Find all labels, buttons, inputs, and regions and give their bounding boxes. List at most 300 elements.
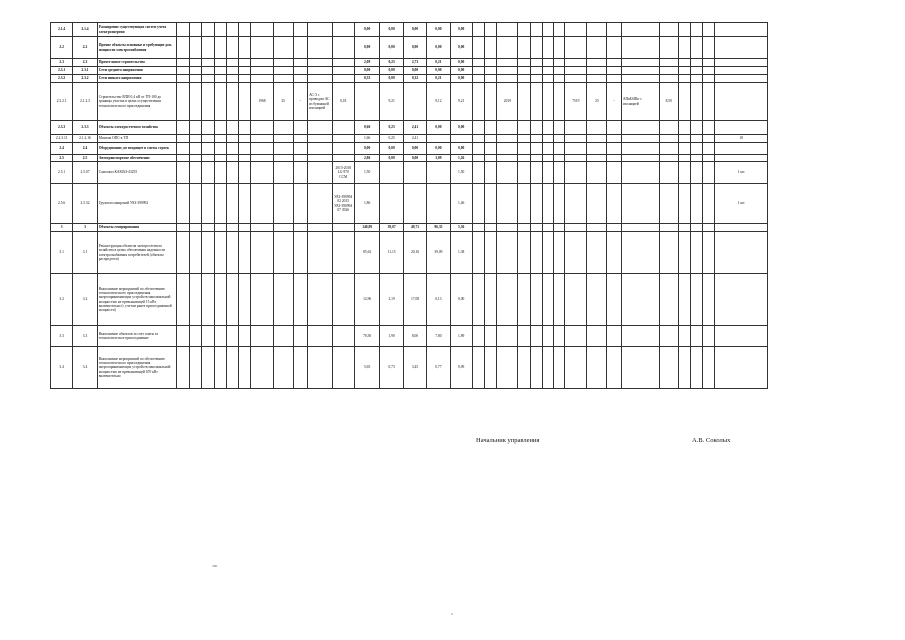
- table-cell: [251, 23, 273, 37]
- table-cell: [497, 59, 518, 67]
- table-cell: [554, 232, 565, 274]
- table-cell: [190, 274, 202, 326]
- table-cell: 0,33: [354, 75, 380, 83]
- table-cell: [659, 67, 678, 75]
- table-cell: [703, 59, 715, 67]
- table-cell: [565, 232, 587, 274]
- table-cell: [239, 75, 251, 83]
- table-cell: [293, 232, 307, 274]
- table-cell: [554, 224, 565, 232]
- table-cell: [703, 135, 715, 143]
- table-cell: [587, 75, 607, 83]
- table-cell: [607, 23, 621, 37]
- table-cell: 0,00: [380, 143, 403, 155]
- table-row: [51, 83, 768, 121]
- table-cell: [176, 75, 189, 83]
- table-cell: [485, 75, 497, 83]
- table-cell: [497, 155, 518, 162]
- table-cell: 2.4: [51, 143, 73, 155]
- table-cell: [485, 347, 497, 389]
- table-row: [51, 67, 768, 75]
- table-cell: [690, 121, 702, 135]
- table-cell: [176, 232, 189, 274]
- table-cell: 2,19: [380, 274, 403, 326]
- table-cell: [239, 59, 251, 67]
- table-cell: 2.3.1: [73, 67, 97, 75]
- table-cell: [678, 23, 690, 37]
- table-cell: [542, 23, 553, 37]
- table-cell: [485, 326, 497, 347]
- table-cell: [273, 347, 293, 389]
- table-cell: [472, 155, 484, 162]
- table-cell: [293, 155, 307, 162]
- table-cell: [659, 162, 678, 184]
- table-cell: [587, 274, 607, 326]
- table-cell: [518, 224, 530, 232]
- table-cell: [715, 59, 768, 67]
- table-cell: [190, 347, 202, 389]
- table-cell: [518, 162, 530, 184]
- table-cell: [485, 274, 497, 326]
- table-cell: [565, 23, 587, 37]
- table-cell: [659, 121, 678, 135]
- table-cell: [472, 224, 484, 232]
- table-cell: 1,86: [354, 184, 380, 224]
- table-cell: [190, 59, 202, 67]
- table-cell: [659, 155, 678, 162]
- table-cell: Объекты генерирования: [97, 224, 176, 232]
- table-cell: 7519: [565, 83, 587, 121]
- table-cell: [251, 184, 273, 224]
- table-cell: Монтаж ОПС в ТП: [97, 135, 176, 143]
- table-cell: [565, 347, 587, 389]
- table-cell: [485, 155, 497, 162]
- table-cell: [678, 347, 690, 389]
- table-cell: [678, 326, 690, 347]
- table-cell: [380, 162, 403, 184]
- table-cell: Объекты электросетевого хозяйства: [97, 121, 176, 135]
- table-cell: [226, 143, 238, 155]
- table-cell: [607, 347, 621, 389]
- table-cell: [472, 274, 484, 326]
- table-cell: [621, 67, 659, 75]
- table-cell: [659, 274, 678, 326]
- table-cell: [678, 67, 690, 75]
- table-cell: [554, 121, 565, 135]
- table-cell: 8,00: [403, 326, 426, 347]
- table-cell: 0,21: [427, 59, 450, 67]
- table-cell: [226, 224, 238, 232]
- table-cell: [251, 75, 273, 83]
- table-cell: [703, 75, 715, 83]
- table-cell: 0,00: [403, 155, 426, 162]
- table-cell: [690, 232, 702, 274]
- table-cell: [621, 75, 659, 83]
- table-cell: Расширение существующих систем учета электроэнергии: [97, 23, 176, 37]
- table-cell: [530, 23, 542, 37]
- table-cell: [332, 23, 354, 37]
- table-cell: 85,63: [354, 232, 380, 274]
- table-cell: [518, 155, 530, 162]
- table-cell: 2019: [497, 83, 518, 121]
- table-cell: [542, 67, 553, 75]
- table-cell: [273, 162, 293, 184]
- table-cell: [251, 232, 273, 274]
- table-cell: [472, 135, 484, 143]
- table-cell: 0,00: [450, 23, 472, 37]
- table-cell: [554, 143, 565, 155]
- table-cell: [715, 37, 768, 59]
- table-cell: [621, 155, 659, 162]
- table-cell: [273, 274, 293, 326]
- table-cell: [542, 143, 553, 155]
- table-cell: Выполнение объектов за счет платы за технологическое присоединение: [97, 326, 176, 347]
- table-cell: [308, 75, 332, 83]
- table-cell: [214, 274, 226, 326]
- table-cell: [214, 162, 226, 184]
- table-cell: [518, 23, 530, 37]
- table-cell: 0,00: [427, 67, 450, 75]
- table-cell: [530, 326, 542, 347]
- table-cell: [587, 59, 607, 67]
- table-cell: [485, 143, 497, 155]
- table-cell: [554, 347, 565, 389]
- table-cell: [518, 347, 530, 389]
- table-cell: [565, 37, 587, 59]
- table-cell: [332, 143, 354, 155]
- table-cell: [659, 135, 678, 143]
- table-cell: [202, 155, 214, 162]
- table-cell: [226, 37, 238, 59]
- table-cell: 0,00: [380, 75, 403, 83]
- table-cell: 0,00: [427, 37, 450, 59]
- table-cell: Реконструкция объектов электросетевого хозяйства в целях обеспечения надежности электроснабжения потребителей (объекты распредсети): [97, 232, 176, 274]
- table-cell: [214, 37, 226, 59]
- table-cell: 2.4: [73, 143, 97, 155]
- table-cell: 0,00: [427, 143, 450, 155]
- table-cell: 1,90: [380, 326, 403, 347]
- table-cell: [690, 67, 702, 75]
- table-cell: 0,00: [354, 67, 380, 75]
- table-cell: [678, 59, 690, 67]
- table-cell: [226, 326, 238, 347]
- signature-position: Начальник управления: [476, 437, 540, 444]
- table-row: [51, 162, 768, 184]
- table-cell: [472, 83, 484, 121]
- table-row: [51, 23, 768, 37]
- investment-table: [50, 22, 768, 389]
- table-cell: [715, 232, 768, 274]
- table-cell: Автотранспортное обеспечение: [97, 155, 176, 162]
- table-cell: 2.5: [51, 155, 73, 162]
- table-cell: [251, 326, 273, 347]
- table-cell: [607, 326, 621, 347]
- table-cell: [678, 143, 690, 155]
- table-cell: [293, 37, 307, 59]
- table-cell: Выполнение мероприятий по обеспечению технологического присоединения энергопринимающих устройств максимальной мощностью не превышающей 670 кВт включительно: [97, 347, 176, 389]
- table-cell: [176, 155, 189, 162]
- table-cell: [202, 184, 214, 224]
- table-cell: [293, 347, 307, 389]
- table-cell: [239, 326, 251, 347]
- table-cell: [497, 121, 518, 135]
- table-cell: [678, 155, 690, 162]
- table-cell: [485, 232, 497, 274]
- table-cell: [690, 75, 702, 83]
- table-cell: [176, 59, 189, 67]
- table-cell: [690, 326, 702, 347]
- table-cell: [518, 83, 530, 121]
- table-cell: [202, 224, 214, 232]
- table-cell: 1,89: [450, 326, 472, 347]
- table-cell: [214, 121, 226, 135]
- table-cell: [403, 162, 426, 184]
- table-row: [51, 232, 768, 274]
- table-cell: 3: [51, 224, 73, 232]
- table-cell: [542, 135, 553, 143]
- table-cell: 3.3: [51, 326, 73, 347]
- table-cell: [354, 83, 380, 121]
- table-cell: 18: [715, 135, 768, 143]
- table-cell: [485, 83, 497, 121]
- table-cell: [565, 121, 587, 135]
- table-cell: 17,08: [403, 274, 426, 326]
- table-row: [51, 135, 768, 143]
- table-cell: 0,00: [450, 37, 472, 59]
- table-cell: 9,21: [450, 83, 472, 121]
- table-cell: [690, 59, 702, 67]
- table-cell: [703, 121, 715, 135]
- table-cell: [251, 347, 273, 389]
- table-cell: [607, 75, 621, 83]
- table-cell: [214, 347, 226, 389]
- table-cell: [607, 162, 621, 184]
- table-cell: [607, 59, 621, 67]
- table-cell: [485, 184, 497, 224]
- table-cell: [715, 274, 768, 326]
- table-cell: [530, 37, 542, 59]
- table-cell: [607, 184, 621, 224]
- table-cell: [308, 184, 332, 224]
- table-cell: [530, 83, 542, 121]
- table-cell: [659, 23, 678, 37]
- table-cell: [239, 143, 251, 155]
- table-cell: [202, 121, 214, 135]
- table-cell: [565, 184, 587, 224]
- table-cell: [565, 224, 587, 232]
- table-cell: [530, 155, 542, 162]
- table-cell: [485, 67, 497, 75]
- table-cell: [239, 347, 251, 389]
- table-cell: [678, 75, 690, 83]
- table-cell: [332, 274, 354, 326]
- table-cell: [530, 232, 542, 274]
- table-cell: [703, 162, 715, 184]
- table-cell: [587, 232, 607, 274]
- table-cell: [621, 121, 659, 135]
- table-cell: [202, 83, 214, 121]
- table-cell: [518, 121, 530, 135]
- table-cell: -: [293, 83, 307, 121]
- table-cell: [239, 184, 251, 224]
- table-cell: [273, 184, 293, 224]
- table-cell: [427, 162, 450, 184]
- table-cell: [308, 143, 332, 155]
- table-cell: 2.5.07: [73, 162, 97, 184]
- table-cell: [332, 59, 354, 67]
- table-cell: [621, 143, 659, 155]
- table-cell: [239, 121, 251, 135]
- table-cell: [308, 121, 332, 135]
- table-cell: Сети среднего напряжения: [97, 67, 176, 75]
- table-cell: [715, 347, 768, 389]
- table-cell: АПвБбШп с изоляцией: [621, 83, 659, 121]
- table-cell: [308, 23, 332, 37]
- table-cell: [518, 135, 530, 143]
- table-cell: [214, 135, 226, 143]
- table-cell: [202, 274, 214, 326]
- table-cell: [251, 224, 273, 232]
- table-cell: [251, 143, 273, 155]
- table-cell: [332, 75, 354, 83]
- table-cell: [214, 224, 226, 232]
- table-cell: 0,00: [450, 121, 472, 135]
- table-cell: 70,50: [354, 326, 380, 347]
- table-cell: [715, 23, 768, 37]
- table-cell: [542, 326, 553, 347]
- table-cell: 1968: [251, 83, 273, 121]
- table-cell: [518, 59, 530, 67]
- table-cell: 0,00: [403, 143, 426, 155]
- table-cell: [497, 143, 518, 155]
- table-cell: [554, 59, 565, 67]
- table-cell: 0,00: [380, 155, 403, 162]
- table-cell: [239, 23, 251, 37]
- table-cell: [485, 59, 497, 67]
- table-cell: [176, 67, 189, 75]
- table-cell: [202, 67, 214, 75]
- table-cell: [703, 155, 715, 162]
- table-cell: [587, 23, 607, 37]
- table-cell: [554, 75, 565, 83]
- table-cell: 1,46: [450, 184, 472, 224]
- table-cell: [226, 67, 238, 75]
- table-cell: 39,07: [380, 224, 403, 232]
- table-cell: [703, 83, 715, 121]
- table-cell: [239, 67, 251, 75]
- table-cell: [659, 232, 678, 274]
- table-cell: 2.3.2: [51, 75, 73, 83]
- table-cell: [497, 135, 518, 143]
- table-cell: [239, 135, 251, 143]
- table-cell: [332, 347, 354, 389]
- table-cell: [485, 23, 497, 37]
- table-cell: [554, 67, 565, 75]
- table-cell: [472, 59, 484, 67]
- table-cell: 2.5.6: [51, 184, 73, 224]
- table-cell: [308, 67, 332, 75]
- table-cell: [332, 155, 354, 162]
- table-cell: [518, 75, 530, 83]
- table-cell: [273, 121, 293, 135]
- table-cell: [176, 274, 189, 326]
- table-cell: 2.5.1: [51, 162, 73, 184]
- table-cell: 3.1: [73, 232, 97, 274]
- table-cell: [565, 143, 587, 155]
- table-cell: 0,00: [427, 121, 450, 135]
- table-cell: [176, 326, 189, 347]
- table-cell: 0,00: [354, 143, 380, 155]
- table-cell: 0,77: [427, 347, 450, 389]
- table-cell: [202, 162, 214, 184]
- table-cell: 0,66: [354, 121, 380, 135]
- table-cell: [190, 232, 202, 274]
- table-cell: [497, 37, 518, 59]
- table-cell: 1 шт: [715, 162, 768, 184]
- table-cell: Строительство ВЛИ 0,4 кВ от ТП-100 до границы участка в целях осуществления технологического присоединения: [97, 83, 176, 121]
- table-cell: [678, 232, 690, 274]
- table-cell: [690, 83, 702, 121]
- table-cell: [176, 121, 189, 135]
- table-cell: 0,25: [380, 59, 403, 67]
- table-cell: [518, 232, 530, 274]
- table-cell: [214, 67, 226, 75]
- table-cell: [542, 121, 553, 135]
- table-cell: [703, 224, 715, 232]
- table-cell: 3.2: [73, 274, 97, 326]
- table-cell: 2.1.4: [73, 23, 97, 37]
- table-cell: [273, 23, 293, 37]
- table-cell: [518, 274, 530, 326]
- table-cell: [190, 121, 202, 135]
- table-cell: 2.3.2.1: [51, 83, 73, 121]
- table-cell: [542, 162, 553, 184]
- table-cell: [659, 326, 678, 347]
- table-cell: 0,00: [354, 23, 380, 37]
- table-row: [51, 59, 768, 67]
- table-cell: [332, 67, 354, 75]
- table-cell: [497, 75, 518, 83]
- table-cell: [678, 224, 690, 232]
- table-cell: [190, 23, 202, 37]
- table-cell: 2.2: [73, 37, 97, 59]
- table-cell: [621, 326, 659, 347]
- table-cell: [659, 59, 678, 67]
- table-cell: 9,12: [427, 83, 450, 121]
- table-cell: [554, 162, 565, 184]
- table-cell: 3.1: [51, 232, 73, 274]
- table-cell: 96,35: [427, 224, 450, 232]
- table-cell: [621, 162, 659, 184]
- table-cell: [239, 224, 251, 232]
- table-cell: [472, 75, 484, 83]
- table-cell: [659, 143, 678, 155]
- table-cell: [659, 75, 678, 83]
- table-cell: [587, 326, 607, 347]
- table-cell: Оборудование, не входящее в сметы строек: [97, 143, 176, 155]
- table-cell: [565, 162, 587, 184]
- table-cell: [190, 143, 202, 155]
- table-cell: 3,09: [427, 155, 450, 162]
- table-cell: [690, 37, 702, 59]
- table-cell: [587, 143, 607, 155]
- table-cell: [273, 155, 293, 162]
- table-row: [51, 143, 768, 155]
- table-cell: [542, 274, 553, 326]
- table-cell: [226, 232, 238, 274]
- table-cell: [690, 143, 702, 155]
- table-cell: [530, 59, 542, 67]
